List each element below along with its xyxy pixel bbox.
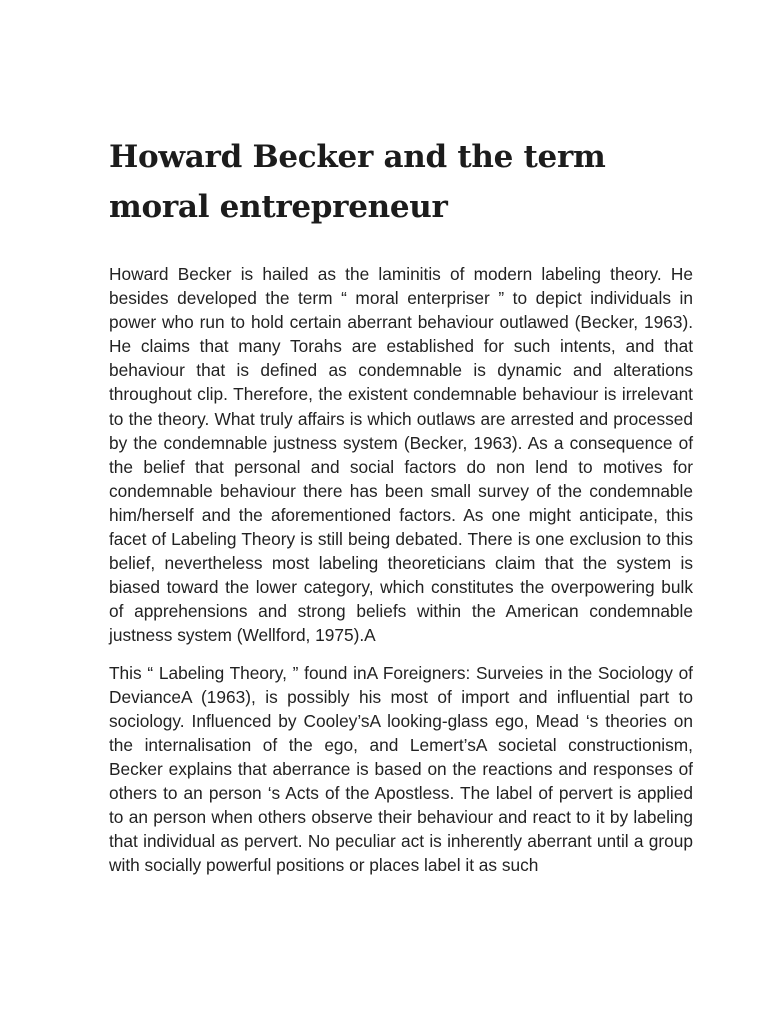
document-title: Howard Becker and the term moral entrepreneur [109, 139, 606, 225]
paragraph-1: Howard Becker is hailed as the laminitis of modern labeling theory. He besides developed the term “ moral enterpriser ” to depict individuals in power who run to hold certain aberrant behaviour outlawed (Becker, 1963). He claims that many Torahs are established for such intents, and that behaviour that is defined as condemnable is dynamic and alterations throughout clip. Therefore, the existent condemnable behaviour is irrelevant to the theory. What truly affairs is which outlaws are arrested and processed by the condemnable justness system (Becker, 1963). As a consequence of the belief that personal and social factors do non lend to motives for condemnable behaviour there has been small survey of the condemnable him/herself and the aforementioned factors. As one might anticipate, this facet of Labeling Theory is still being debated. There is one exclusion to this belief, nevertheless most labeling theoreticians claim that the system is biased toward the lower category, which constitutes the overpowering bulk of apprehensions and strong beliefs within the American condemnable justness system (Wellford, 1975).A [109, 264, 693, 646]
paragraph-2: This “ Labeling Theory, ” found inA Foreigners: Surveies in the Sociology of DevianceA (1963), is possibly his most of import and influential part to sociology. Influenced by Cooley’sA looking-glass ego, Mead ‘s theories on the internalisation of the ego, and Lemert’sA societal constructionism, Becker explains that aberrance is based on the reactions and responses of others to an person ‘s Acts of the Apostless. The label of pervert is applied to an person when others observe their behaviour and react to it by labeling that individual as pervert. No peculiar act is inherently aberrant until a group with socially powerful positions or places label it as such [109, 662, 693, 876]
document-body [109, 262, 693, 890]
